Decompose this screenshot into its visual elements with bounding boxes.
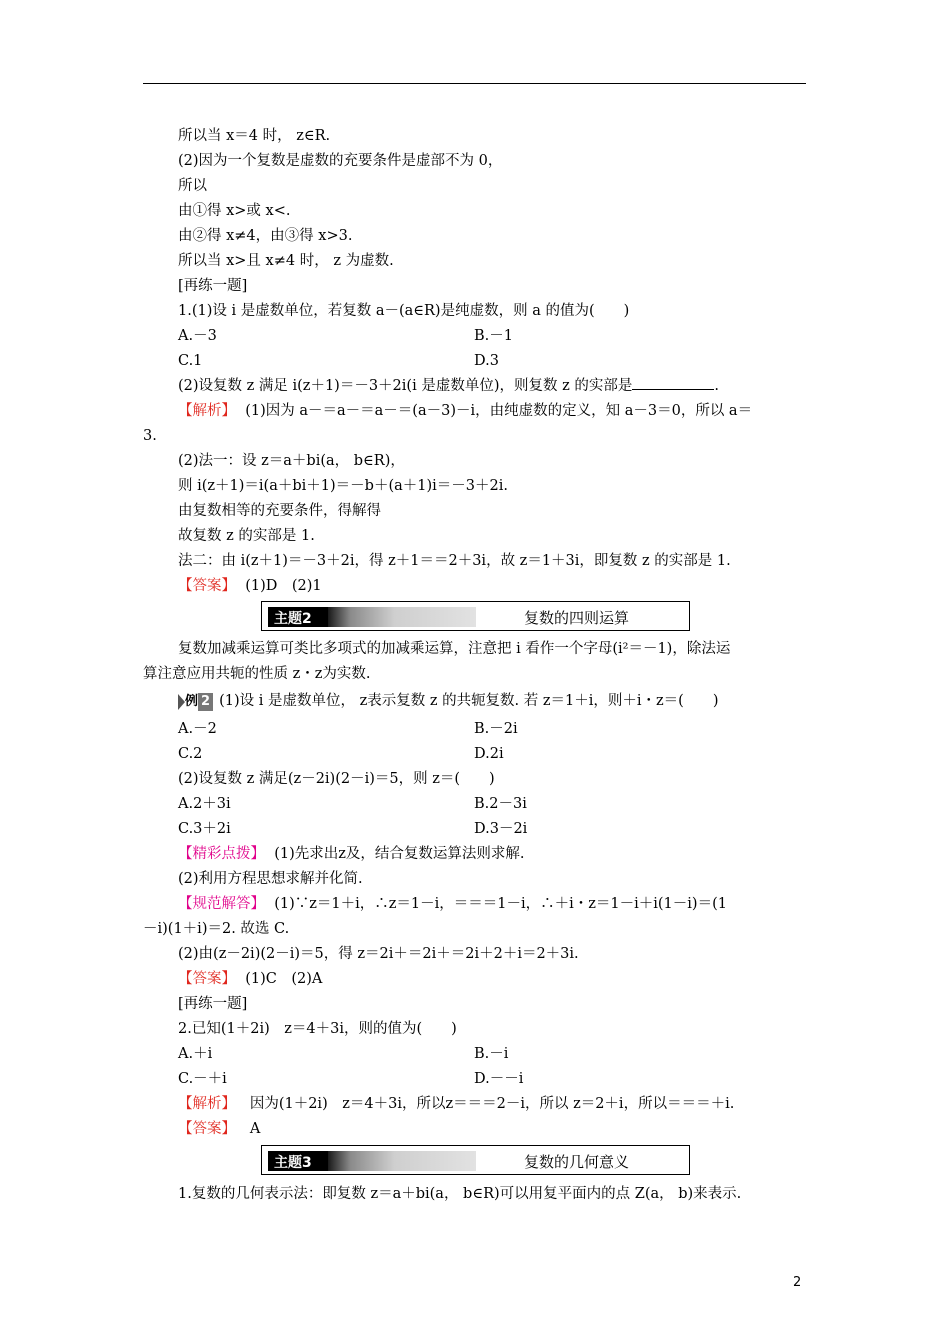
text-line: (2)利用方程思想求解并化简. xyxy=(178,871,363,887)
text-line: 故复数 z 的实部是 1. xyxy=(178,528,315,544)
answer-tag: 【答案】 xyxy=(178,1121,236,1137)
analysis-line xyxy=(178,1095,734,1113)
solution-line xyxy=(178,895,727,913)
answer-blank xyxy=(632,377,714,390)
answer-line xyxy=(178,1120,260,1138)
text-line: 所以 xyxy=(178,178,207,194)
text-line: 算注意应用共轭的性质 z・z为实数. xyxy=(143,666,371,682)
option-c: C.2 xyxy=(178,746,203,762)
example-word: 例 xyxy=(185,693,199,709)
option-a: A.2＋3i xyxy=(178,796,231,812)
analysis-text: 因为(1＋2i) z＝4＋3i，所以z＝＝＝2－i，所以 z＝2＋i，所以＝＝＝＋i. xyxy=(249,1096,735,1112)
answer-text: A xyxy=(249,1121,261,1137)
solution-text: (1)∵z＝1＋i，∴z＝1－i，＝＝＝1－i，∴＋i・z＝1－i＋i(1－i)＝(1 xyxy=(274,896,727,912)
text-line: [再练一题] xyxy=(178,278,248,294)
hint-tag: 【精彩点拨】 xyxy=(178,846,265,862)
header-rule xyxy=(143,83,806,84)
answer-tag: 【答案】 xyxy=(178,578,236,594)
solution-tag: 【规范解答】 xyxy=(178,896,265,912)
text-line: (2)由(z－2i)(2－i)＝5，得 z＝2i＋＝2i＋＝2i＋2＋i＝2＋3i. xyxy=(178,946,579,962)
option-d: D.2i xyxy=(474,746,504,762)
option-d: D.3－2i xyxy=(474,821,528,837)
topic-header-3 xyxy=(261,1145,690,1175)
question-2: 2.已知(1＋2i) z＝4＋3i，则的值为( ) xyxy=(178,1021,457,1037)
question-1-2: (2)设复数 z 满足 i(z＋1)＝－3＋2i(i 是虚数单位)，则复数 z 的实部是 . xyxy=(178,378,719,394)
option-c: C.3＋2i xyxy=(178,821,231,837)
example-arrow-icon xyxy=(178,694,185,710)
answer-line xyxy=(178,970,322,988)
example-2-line xyxy=(178,692,718,710)
text-line: 由①得 x>或 x<. xyxy=(178,203,291,219)
topic-label: 主题3 xyxy=(274,1155,312,1171)
option-b: B.2－3i xyxy=(474,796,527,812)
text-line: 所以当 x＝4 时， z∈R. xyxy=(178,128,331,144)
question-1-1: 1.(1)设 i 是虚数单位，若复数 a－(a∈R)是纯虚数，则 a 的值为( ) xyxy=(178,303,630,319)
answer-text: (1)C (2)A xyxy=(245,971,323,987)
option-b: B.－2i xyxy=(474,721,518,737)
topic-label-box xyxy=(268,607,476,627)
example-number: 2 xyxy=(198,693,213,711)
answer-tag: 【答案】 xyxy=(178,971,236,987)
option-a: A.－3 xyxy=(178,328,217,344)
text-line: [再练一题] xyxy=(178,996,248,1012)
analysis-tag: 【解析】 xyxy=(178,1096,236,1112)
text-line: 由复数相等的充要条件，得解得 xyxy=(178,503,381,519)
text-line: (2)设复数 z 满足(z－2i)(2－i)＝5，则 z＝( ) xyxy=(178,771,495,787)
text-line: 所以当 x>且 x≠4 时， z 为虚数. xyxy=(178,253,394,269)
question-text: (2)设复数 z 满足 i(z＋1)＝－3＋2i(i 是虚数单位)，则复数 z 的实部是 xyxy=(178,378,633,394)
answer-line xyxy=(178,577,322,595)
hint-text: (1)先求出z及，结合复数运算法则求解. xyxy=(274,846,525,862)
text-line: 则 i(z＋1)＝i(a＋bi＋1)＝－b＋(a＋1)i＝－3＋2i. xyxy=(178,478,508,494)
text-line: 复数加减乘运算可类比多项式的加减乘运算，注意把 i 看作一个字母(i²＝－1)，除法运 xyxy=(178,641,731,657)
analysis-line xyxy=(178,402,752,420)
topic-label: 主题2 xyxy=(274,611,312,627)
text-line: (2)因为一个复数是虚数的充要条件是虚部不为 0， xyxy=(178,153,503,169)
option-b: B.－1 xyxy=(474,328,513,344)
answer-text: (1)D (2)1 xyxy=(245,578,322,594)
topic-label-gradient xyxy=(328,1151,476,1171)
page-number: 2 xyxy=(793,1275,802,1290)
analysis-tag: 【解析】 xyxy=(178,403,236,419)
topic-header-2 xyxy=(261,601,690,631)
option-a: A.＋i xyxy=(178,1046,213,1062)
analysis-text: (1)因为 a－＝a－＝a－＝(a－3)－i，由纯虚数的定义，知 a－3＝0，所以 a＝ xyxy=(245,403,753,419)
example-badge xyxy=(178,693,213,710)
text-line: 1.复数的几何表示法：即复数 z＝a＋bi(a， b∈R)可以用复平面内的点 Z(a， b)来表示. xyxy=(178,1186,742,1202)
option-d: D.－－i xyxy=(474,1071,524,1087)
option-c: C.－＋i xyxy=(178,1071,227,1087)
text-line: －i)(1＋i)＝2. 故选 C. xyxy=(143,921,290,937)
topic-title: 复数的四则运算 xyxy=(524,609,630,627)
option-d: D.3 xyxy=(474,353,499,369)
topic-label-gradient xyxy=(328,607,476,627)
option-a: A.－2 xyxy=(178,721,217,737)
option-b: B.－i xyxy=(474,1046,509,1062)
hint-line xyxy=(178,845,525,863)
topic-title: 复数的几何意义 xyxy=(524,1153,630,1171)
text-line: 由②得 x≠4，由③得 x>3. xyxy=(178,228,353,244)
option-c: C.1 xyxy=(178,353,203,369)
example-text: (1)设 i 是虚数单位， z表示复数 z 的共轭复数. 若 z＝1＋i，则＋i・z＝( ) xyxy=(219,693,719,709)
text-line: 3. xyxy=(143,428,157,444)
topic-label-box xyxy=(268,1151,476,1171)
text-line: (2)法一：设 z＝a＋bi(a， b∈R)， xyxy=(178,453,405,469)
text-line: 法二：由 i(z＋1)＝－3＋2i，得 z＋1＝＝2＋3i，故 z＝1＋3i，即复数 z 的实部是 1. xyxy=(178,553,731,569)
